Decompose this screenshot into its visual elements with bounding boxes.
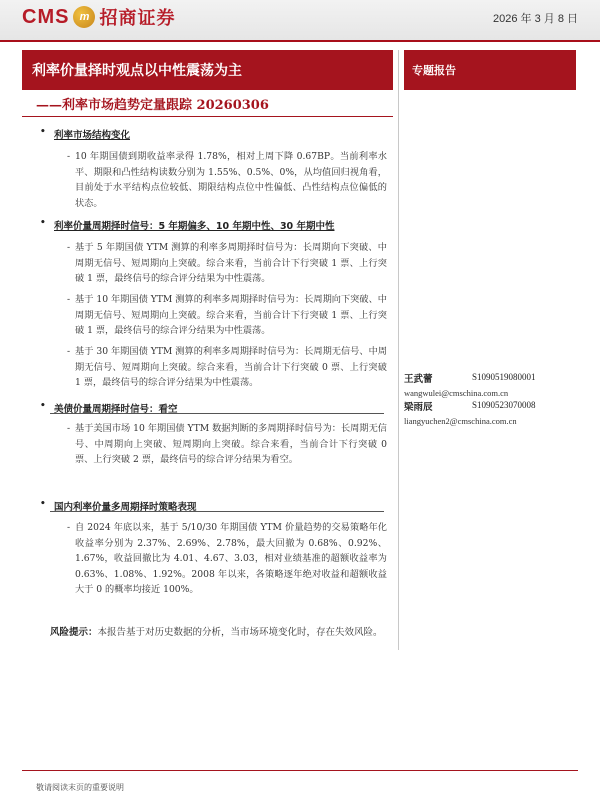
risk-warning — [50, 625, 390, 641]
analyst-card — [404, 399, 580, 426]
footer-note: 敬请阅读末页的重要说明 — [36, 783, 124, 792]
report-date: 2026 年 3 月 8 日 — [493, 13, 578, 25]
company-logo — [22, 2, 175, 32]
risk-text: 本报告基于对历史数据的分析，当市场环境变化时，存在失效风险。 — [97, 627, 383, 638]
section-heading: • 利率价量周期择时信号：5 年期偏多、10 年期中性、30 年期中性 — [40, 218, 335, 232]
dash-icon: - — [67, 151, 71, 162]
analyst-card — [404, 371, 580, 398]
column-divider — [398, 50, 399, 650]
risk-label: 风险提示： — [50, 627, 98, 638]
section-paragraph: - 基于 30 年期国债 YTM 测算的利率多周期择时信号为：长周期无信号、中周期无信号、短周期向上突破。综合来看，当前合计下行突破 0 票、上行突破 1 票，最终信号的综合评分结果为中性震荡。 — [67, 346, 387, 388]
analyst-cert: S1090519080001 — [472, 372, 536, 382]
logo-latin-text: CMS — [22, 5, 70, 28]
footer-divider — [22, 770, 578, 771]
section-paragraph: - 基于 10 年期国债 YTM 测算的利率多周期择时信号为：长周期向下突破、中周期无信号、短周期向上突破。综合来看，当前合计下行突破 1 票、上行突破 1 票，最终信号的综合评分结果为中性震荡。 — [67, 294, 387, 336]
analyst-name: 梁雨辰 — [404, 402, 433, 413]
logo-badge-icon: m — [73, 6, 95, 28]
section-paragraph: - 自 2024 年底以来，基于 5/10/30 年期国债 YTM 价量趋势的交易策略年化收益率分别为 2.37%、2.69%、2.78%，最大回撤为 0.68%、0.92%、1.67%，收益回撤比为 4.01、4.67、3.03，相对业绩基准的超额收益率为 0.63%、1.08%、1.92%。2008 年以来，各策略逐年绝对收益和超额收益大于 0 的概率均接近 100%。 — [67, 522, 387, 595]
dash-icon: - — [67, 242, 71, 253]
logo-chinese-text: 招商证券 — [99, 8, 176, 29]
dash-icon: - — [67, 346, 71, 357]
section-paragraph: - 基于 5 年期国债 YTM 测算的利率多周期择时信号为：长周期向下突破、中周期无信号、短周期向上突破。综合来看，当前合计下行突破 1 票、上行突破 1 票，最终信号的综合评分结果为中性震荡。 — [67, 242, 387, 284]
dash-icon: - — [67, 294, 71, 305]
section-paragraph: - 基于美国市场 10 年期国债 YTM 数据判断的多周期择时信号为：长周期无信号、中周期向上突破、短周期向上突破。综合来看，当前合计下行突破 0 票、上行突破 2 票，最终信号的综合评分结果为看空。 — [67, 423, 387, 465]
bullet-icon: • — [40, 218, 46, 228]
section-heading: • 美债价量周期择时信号：看空 — [40, 401, 178, 415]
bullet-icon: • — [40, 499, 46, 509]
section-heading: • 国内利率价量多周期择时策略表现 — [40, 499, 197, 513]
report-title: 利率价量择时观点以中性震荡为主 — [32, 63, 242, 79]
dash-icon: - — [67, 423, 71, 434]
analyst-cert: S1090523070008 — [472, 400, 536, 410]
analyst-name: 王武蕾 — [404, 374, 433, 385]
title-divider — [22, 116, 393, 117]
title-bar — [22, 50, 393, 90]
report-type-label: 专题报告 — [412, 64, 456, 77]
bullet-icon: • — [40, 127, 46, 137]
report-type-tag — [404, 50, 576, 90]
section-paragraph: - 10 年期国债到期收益率录得 1.78%，相对上周下降 0.67BP。当前利率水平、期限和凸性结构读数分别为 1.55%、0.5%、0%，从均值回归视角看，目前处于水平结构点位较低、期限结构点位中性偏低、凸性结构点位偏低的状态。 — [67, 151, 387, 209]
dash-icon: - — [67, 522, 71, 533]
report-subtitle: ——利率市场趋势定量跟踪 20260306 — [36, 98, 269, 113]
section-heading: • 利率市场结构变化 — [40, 127, 131, 141]
analyst-email: liangyuchen2@cmschina.com.cn — [404, 416, 517, 426]
bullet-icon: • — [40, 401, 46, 411]
analyst-email: wangwulei@cmschina.com.cn — [404, 388, 509, 398]
page-header — [0, 0, 600, 42]
